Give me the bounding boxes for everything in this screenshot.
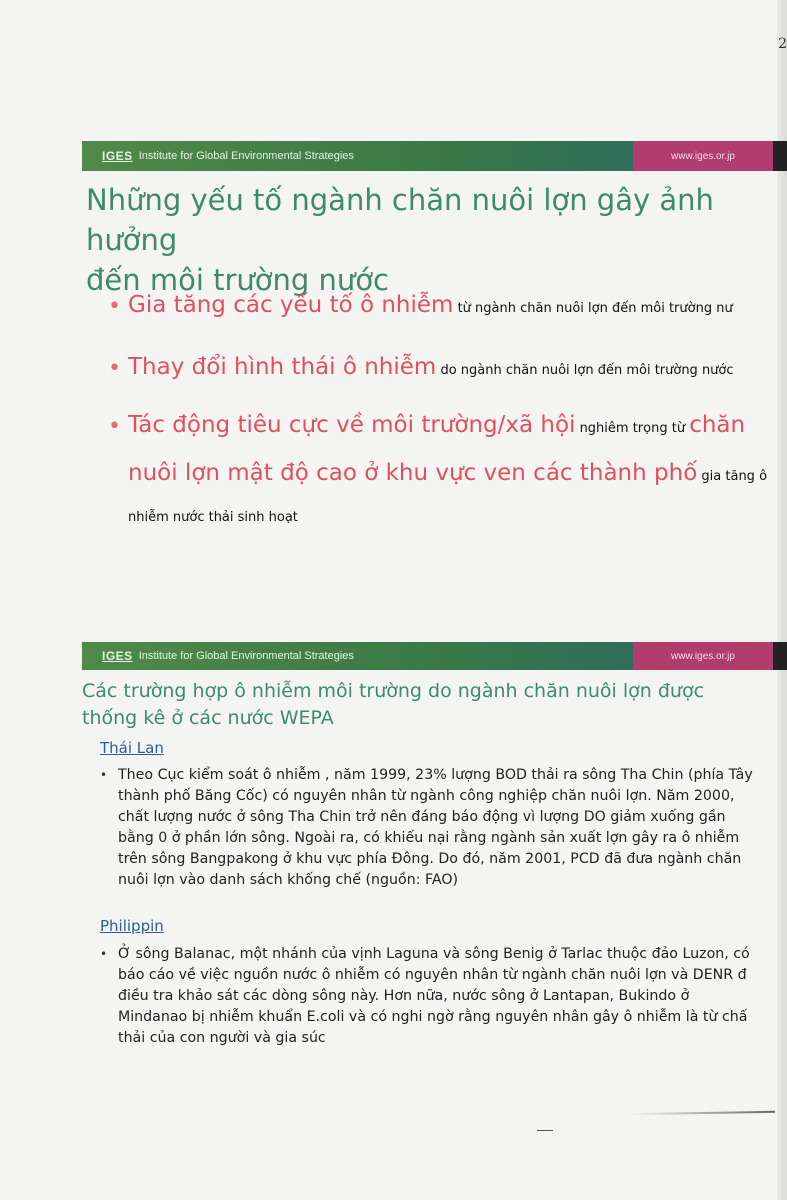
- body-line: bằng 0 ở phần lớn sông. Ngoài ra, có khiếu nại rằng ngành sản xuất lợn gây ra ô nhiễm: [118, 830, 740, 846]
- continuation-detail: gia tăng ô: [697, 469, 768, 484]
- bullet-dot-icon: •: [108, 356, 121, 381]
- body-line: nuôi lợn vào danh sách khống chế (nguồn: FAO): [118, 872, 459, 888]
- body-line: trên sông Bangpakong ở khu vực phía Đông. Do đó, năm 2001, PCD đã đưa ngành chăn: [118, 851, 742, 867]
- continuation-emphasis: nuôi lợn mật độ cao ở khu vực ven các thành phố: [128, 460, 698, 486]
- bullet-dot-icon: •: [108, 414, 121, 439]
- bullet-emphasis: Gia tăng các yếu tố ô nhiễm: [128, 292, 454, 318]
- iges-logo-text: IGES: [102, 149, 133, 163]
- section-heading-philippines: Philippin: [100, 917, 164, 935]
- page-number: 2: [778, 36, 787, 52]
- bullet-last-line: nhiễm nước thải sinh hoạt: [128, 510, 298, 525]
- bullet-emphasis-tail: chăn: [689, 412, 746, 438]
- bullet-item: [108, 354, 734, 380]
- bullet-dot-icon: •: [100, 768, 108, 782]
- bullet-detail: từ ngành chăn nuôi lợn đến môi trường nư: [453, 301, 733, 316]
- banner-url: www.iges.or.jp: [633, 642, 773, 670]
- bullet-dot-icon: •: [108, 294, 121, 319]
- banner-org: [82, 642, 633, 670]
- body-line: Ở sông Balanac, một nhánh của vịnh Laguna và sông Benig ở Tarlac thuộc đảo Luzon, có: [118, 946, 750, 962]
- section-body-thailand: [100, 765, 782, 891]
- body-line: báo cáo về việc nguồn nước ô nhiễm có nguyên nhân từ ngành chăn nuôi lợn và DENR đ: [118, 967, 747, 983]
- slide1-banner: [82, 141, 787, 171]
- bullet-detail: nghiêm trọng từ: [575, 421, 690, 436]
- slide1-title: [86, 180, 776, 300]
- body-line: thành phố Băng Cốc) có nguyên nhân từ ngành công nghiệp chăn nuôi lợn. Năm 2000,: [118, 788, 735, 804]
- bullet-dot-icon: •: [100, 947, 108, 961]
- banner-tab: [773, 642, 787, 670]
- body-line: Theo Cục kiểm soát ô nhiễm , năm 1999, 23% lượng BOD thải ra sông Tha Chin (phía Tây: [118, 767, 753, 783]
- bullet-detail: do ngành chăn nuôi lợn đến môi trường nước: [436, 363, 734, 378]
- slide1-title-line2: đến môi trường nước: [86, 263, 389, 297]
- body-line: chất lượng nước ở sông Tha Chin trở nên đáng báo động vì lượng DO giảm xuống gần: [118, 809, 726, 825]
- iges-logo-text: IGES: [102, 649, 133, 663]
- banner-org-full: Institute for Global Environmental Strategies: [138, 150, 354, 162]
- slide1-title-line1: Những yếu tố ngành chăn nuôi lợn gây ảnh hưởng: [86, 183, 714, 257]
- bullet-item: [108, 412, 745, 438]
- banner-org-full: Institute for Global Environmental Strategies: [138, 650, 354, 662]
- body-line: điều tra khảo sát các dòng sông này. Hơn nữa, nước sông ở Lantapan, Bukindo ở: [118, 988, 690, 1004]
- bullet-continuation: [128, 460, 767, 486]
- section-heading-thailand: Thái Lan: [100, 739, 164, 757]
- slide2-banner: [82, 642, 787, 670]
- banner-tab: [773, 141, 787, 171]
- body-line: thải của con người và gia súc: [118, 1030, 326, 1046]
- slide2-title: [82, 678, 772, 732]
- slide2-title-line1: Các trường hợp ô nhiễm môi trường do ngành chăn nuôi lợn được: [82, 680, 705, 702]
- bullet-emphasis: Thay đổi hình thái ô nhiễm: [128, 354, 437, 380]
- slide2-title-line2: thống kê ở các nước WEPA: [82, 707, 334, 729]
- decorative-line: [630, 1111, 775, 1116]
- divider-dash: [537, 1130, 553, 1131]
- banner-url: www.iges.or.jp: [633, 141, 773, 171]
- banner-org: [82, 141, 633, 171]
- section-body-philippines: [100, 944, 782, 1049]
- bullet-emphasis: Tác động tiêu cực về môi trường/xã hội: [128, 412, 576, 438]
- body-line: Mindanao bị nhiễm khuẩn E.coli và có nghi ngờ rằng nguyên nhân gây ô nhiễm là từ chấ: [118, 1009, 748, 1025]
- bullet-item: [108, 292, 733, 318]
